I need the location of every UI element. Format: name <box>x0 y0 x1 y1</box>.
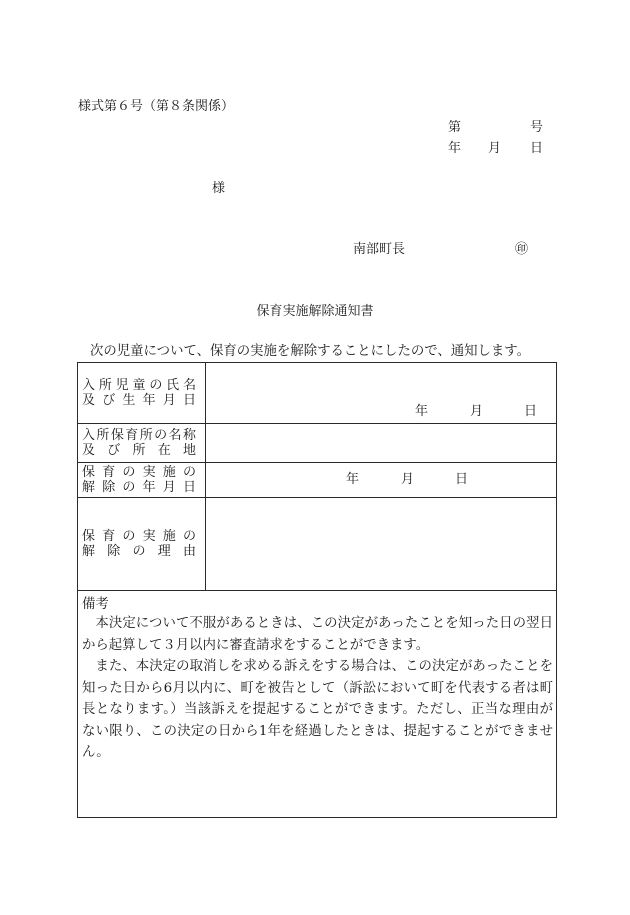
remarks-line: ない限り、この決定の日から1年を経過したときは、提起することができませ <box>82 723 553 739</box>
nursery-name-address-field <box>206 424 556 462</box>
label-char: び <box>107 443 121 458</box>
label-char: の <box>149 377 163 393</box>
remarks-paragraph <box>82 613 553 656</box>
label-char: 年 <box>142 480 156 495</box>
label-char: 入 <box>82 427 96 443</box>
table-row-child <box>78 363 556 423</box>
issue-date-month: 月 <box>488 141 502 156</box>
cancel-day-label: 日 <box>455 472 469 487</box>
label-char: び <box>102 393 116 408</box>
label-char: の <box>122 528 136 544</box>
label-char: 童 <box>132 377 146 393</box>
label-char: 理 <box>157 544 171 559</box>
label-char: 日 <box>182 393 196 408</box>
notice-table <box>77 362 557 818</box>
cancel-month-label: 月 <box>401 472 415 487</box>
remarks-heading: 備考 <box>82 597 109 612</box>
label-char: 名 <box>182 377 196 393</box>
label-char: 所 <box>139 427 153 443</box>
table-row-nursery <box>78 423 556 462</box>
remarks-line: から起算して３月以内に審査請求をすることができます。 <box>82 637 430 653</box>
remarks-section <box>78 591 556 817</box>
label-line <box>82 529 196 545</box>
label-cancel-date <box>78 463 206 497</box>
label-char: 及 <box>82 393 96 408</box>
form-number: 様式第６号（第８条関係） <box>78 99 235 114</box>
label-char: 施 <box>162 464 176 480</box>
table-row-cancel-reason <box>78 497 556 590</box>
label-char: 生 <box>122 393 136 408</box>
label-char: 入 <box>82 377 96 393</box>
birth-year-label: 年 <box>415 404 429 419</box>
label-char: 実 <box>142 528 156 544</box>
table-row-remarks <box>78 590 556 817</box>
cancel-year-label: 年 <box>346 472 360 487</box>
label-char: 実 <box>142 464 156 480</box>
label-line <box>82 465 196 481</box>
label-char: 保 <box>82 528 96 544</box>
label-char: 氏 <box>166 377 180 393</box>
label-char: 施 <box>162 528 176 544</box>
remarks-paragraph <box>82 656 553 764</box>
label-char: 育 <box>125 427 139 443</box>
label-char: 名 <box>168 427 182 443</box>
label-char: の <box>154 427 168 443</box>
child-name-birthdate-field <box>206 363 556 423</box>
label-char: 地 <box>182 443 196 458</box>
label-child-name-birthdate <box>78 363 206 423</box>
remarks-line: 知った日から6月以内に、町を被告として（訴訟において町を代表する者は町 <box>82 680 553 696</box>
label-char: 保 <box>110 427 124 443</box>
label-char: 解 <box>82 544 96 559</box>
label-char: 除 <box>102 480 116 495</box>
seal-mark: ㊞ <box>515 242 529 257</box>
birth-month-label: 月 <box>470 404 484 419</box>
table-row-cancel-date <box>78 462 556 497</box>
label-char: 解 <box>82 480 96 495</box>
label-line <box>82 544 196 560</box>
label-char: 保 <box>82 464 96 480</box>
label-char: 所 <box>132 443 146 458</box>
label-char: 所 <box>96 427 110 443</box>
label-char: 日 <box>182 480 196 495</box>
remarks-line: 本決定について不服があるときは、この決定があったことを知った日の翌日 <box>95 616 553 631</box>
label-char: 育 <box>102 528 116 544</box>
issue-date-day: 日 <box>530 141 544 156</box>
label-char: 及 <box>82 443 96 458</box>
label-line <box>82 378 196 394</box>
remarks-line: また、本決定の取消しを求める訴えをする場合は、この決定があったことを <box>95 659 553 674</box>
document-number-suffix: 号 <box>530 120 544 135</box>
issue-date-year: 年 <box>448 141 462 156</box>
label-char: 在 <box>157 443 171 458</box>
label-char: 除 <box>107 544 121 559</box>
label-char: 年 <box>142 393 156 408</box>
birth-day-label: 日 <box>524 404 538 419</box>
remarks-line: 長となります。）当該訴えを提起することができます。ただし、正当な理由が <box>82 702 553 717</box>
label-char: 月 <box>162 393 176 408</box>
label-line <box>82 393 196 409</box>
label-char: 所 <box>98 377 112 393</box>
label-char: の <box>182 464 196 480</box>
addressee-honorific: 様 <box>212 181 226 196</box>
issuer-name: 南部町長 <box>353 242 406 257</box>
intro-text: 次の児童について、保育の実施を解除することにしたので、通知します。 <box>90 344 531 359</box>
label-char: の <box>122 480 136 495</box>
cancel-reason-field <box>206 498 556 590</box>
document-title: 保育実施解除通知書 <box>256 304 374 319</box>
label-char: 育 <box>102 464 116 480</box>
document-number-prefix: 第 <box>448 120 462 135</box>
cancel-date-field <box>206 463 556 497</box>
label-char: の <box>122 464 136 480</box>
label-char: 由 <box>182 544 196 559</box>
label-nursery-name-address <box>78 424 206 462</box>
label-char: の <box>132 544 146 559</box>
label-char: の <box>182 528 196 544</box>
remarks-line: ん。 <box>82 745 110 760</box>
label-char: 児 <box>115 377 129 393</box>
label-cancel-reason <box>78 498 206 590</box>
label-char: 称 <box>182 427 196 443</box>
label-line <box>82 428 196 444</box>
label-char: 月 <box>162 480 176 495</box>
label-line <box>82 480 196 496</box>
label-line <box>82 443 196 459</box>
